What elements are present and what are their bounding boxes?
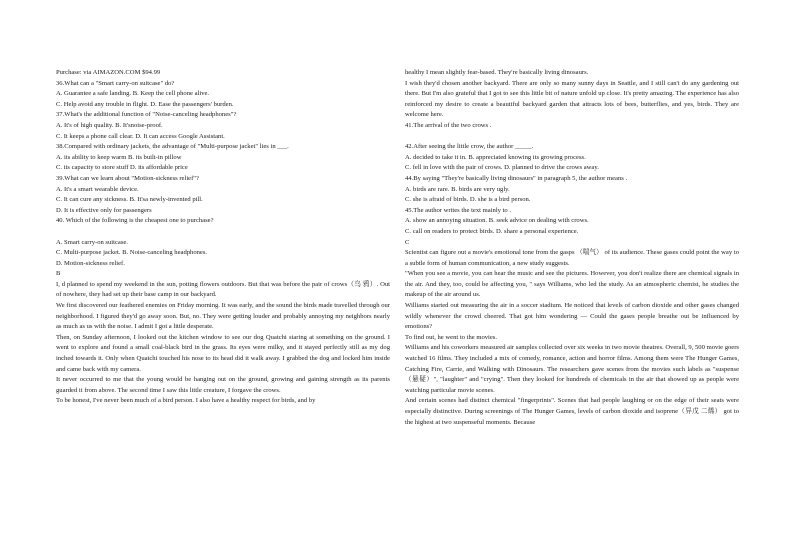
- question-42-options-ab: A. decided to take it in. B. appreciated knowing its growing process.: [405, 153, 586, 161]
- question-40-option-d: D. Motion-sickness relief.: [56, 259, 125, 267]
- question-36-options-ab: A. Guarantee a safe landing. B. Keep the cell phone alive.: [56, 90, 210, 98]
- question-42-stem: 42.After seeing the little crow, the author _____.: [405, 143, 534, 151]
- question-38-options-cd: C. its capacity to store stuff D. its affordable price: [56, 164, 188, 172]
- passage-c-paragraph-3: Williams started out measuring the air in a soccer stadium. He noticed that levels of carbon dioxide and other gases changed wildly whenever the crowd cheered. That got him wondering — Could the gases people breathe out be influenced by emotions?: [405, 302, 739, 331]
- question-42-options-cd: C. fell in love with the pair of crows. D. planned to drive the crows away.: [405, 164, 599, 172]
- passage-b-paragraph-2: We first discovered our feathered enemies on Friday morning. It was early, and the sound the birds made travelled through our neighborhood. I figured they'd go away soon. But, no. They were getting louder and probably annoying my neighbors nearly as much as us with the noise. I admit I got a little desperate.: [56, 302, 390, 331]
- question-44-options-cd: C. she is afraid of birds. D. she is a bird person.: [405, 196, 531, 204]
- passage-b-paragraph-6: I wish they'd chosen another backyard. There are only so many sunny days in Seattle, and I still can't do any gardening out there. But I'm also grateful that I got to see this little bit of nature unfold up close. It's pretty amazing. The experience has also reinforced my desire to create a beautiful backyard garden that attracts lots of bees, butterflies, and yes, birds. They are welcome here.: [405, 79, 739, 119]
- passage-c-paragraph-1: Scientist can figure out a movie's emotional tone from the gasps （喘气） of its audience. These gases could point the way to a subtle form of human communication, a new study suggests.: [405, 249, 739, 267]
- section-b-heading: B: [56, 270, 61, 278]
- question-39-option-a: A. It's a smart wearable device.: [56, 185, 139, 193]
- question-41-stem: 41.The arrival of the two crows .: [405, 121, 492, 129]
- passage-b-paragraph-5-continued: healthy I mean slightly fear-based. They're basically living dinosaurs.: [405, 69, 589, 76]
- passage-b-paragraph-4: It never occurred to me that the young would be hanging out on the ground, growing and gaining strength as its parents guarded it from above. The second time I saw this little creature, I forgave the crows.: [56, 376, 390, 394]
- question-39-options-bc: C. It can cure any sickness. B. It'sa newly-invented pill.: [56, 196, 203, 204]
- question-45-stem: 45.The author writes the text mainly to .: [405, 206, 512, 214]
- question-38-options-ab: A. its ability to keep warm B. its built-in pillow: [56, 153, 182, 161]
- passage-b-paragraph-5: To be honest, I've never been much of a bird person. I also have a healthy respect for birds, and by: [56, 397, 316, 405]
- spacer: [405, 132, 739, 143]
- question-37-options-cd: C. It keeps a phone call clear. D. It can access Google Assistant.: [56, 132, 225, 140]
- passage-c-paragraph-6: And certain scenes had distinct chemical "fingerprints". Scenes that had people laughing or on the edge of their seats were especially distinctive. During screenings of The Hunger Games, levels of carbon dioxide and isoprene（异戊 二烯） got to the highest at two suspenseful moments. Because: [405, 397, 739, 426]
- question-40-stem: 40. Which of the following is the cheapest one to purchase?: [56, 217, 214, 225]
- purchase-line: Purchase: via AIMAZON.COM $94.99: [56, 69, 161, 76]
- question-44-stem: 44.By saying "They're basically living dinosaurs" in paragraph 5, the author means .: [405, 174, 628, 182]
- right-column: [405, 68, 739, 428]
- question-36-stem: 36.What can a "Smart carry-on suitcase" do?: [56, 79, 175, 87]
- section-c-heading: C: [405, 238, 410, 246]
- question-37-options-ab: A. It's of high quality. B. It'snoise-proof.: [56, 121, 163, 129]
- passage-b-paragraph-1: I, d planned to spend my weekend in the sun, potting flowers outdoors. But that was before the pair of crows（乌 鸦）. Out of nowhere, they had set up their base camp in our backyard.: [56, 280, 390, 299]
- question-40-options-bc: C. Multi-purpose jacket. B. Noise-canceling headphones.: [56, 249, 208, 257]
- passage-c-paragraph-2: "When you see a movie, you can hear the music and see the pictures. However, you don't realize there are chemical signals in the air. And they, too, could be affecting you, " says Williams, who led the study. As an atmospheric chemist, he studies the makeup of the air around us.: [405, 270, 739, 299]
- left-column: [56, 68, 390, 407]
- question-37-stem: 37.What's the additional function of "Noise-canceling headphones"?: [56, 111, 237, 119]
- question-44-options-ab: A. birds are rare. B. birds are very ugly.: [405, 185, 510, 193]
- question-45-options-ab: A. show an annoying situation. B. seek advice on dealing with crows.: [405, 217, 589, 225]
- question-45-options-cd: C. call on readers to protect birds. D. share a personal experience.: [405, 227, 579, 235]
- spacer: [56, 227, 390, 238]
- question-36-options-cd: C. Help avoid any trouble in flight. D. Ease the passengers' burden.: [56, 100, 234, 108]
- passage-b-paragraph-3: Then, on Sunday afternoon, I looked out the kitchen window to see our dog Quatchi staring at something on the ground. I went to explore and found a small coal-black bird in the grass. Its eyes were milky, and it stayed perfectly still as my dog inched towards it. Only when Quatchi touched his nose to its head did it walk away. I grabbed the dog and locked him inside and came back with my camera.: [56, 333, 390, 373]
- question-40-option-a: A. Smart carry-on suitcase.: [56, 238, 128, 246]
- passage-c-paragraph-5: Williams and his coworkers measured air samples collected over six weeks in two movie theatres. Overall, 9, 500 movie goers watched 16 films. They included a mix of comedy, romance, action and horror films. Among them were The Hunger Games, Catching Fire, Carrie, and Walking with Dinosaurs. The researchers gave scenes from the movies such labels as "suspense （悬疑）", "laughter" and "crying". Then they looked for hundreds of chemicals in the air that showed up as people were watching particular movie scenes.: [405, 344, 739, 394]
- passage-c-paragraph-4: To find out, he went to the movies.: [405, 333, 498, 341]
- question-39-stem: 39.What can we learn about "Motion-sickness relief"?: [56, 174, 199, 182]
- question-38-stem: 38.Compared with ordinary jackets, the advantage of "Multi-purpose jacket" lies in ___.: [56, 143, 289, 151]
- question-39-option-d: D. It is effective only for passengers: [56, 206, 152, 214]
